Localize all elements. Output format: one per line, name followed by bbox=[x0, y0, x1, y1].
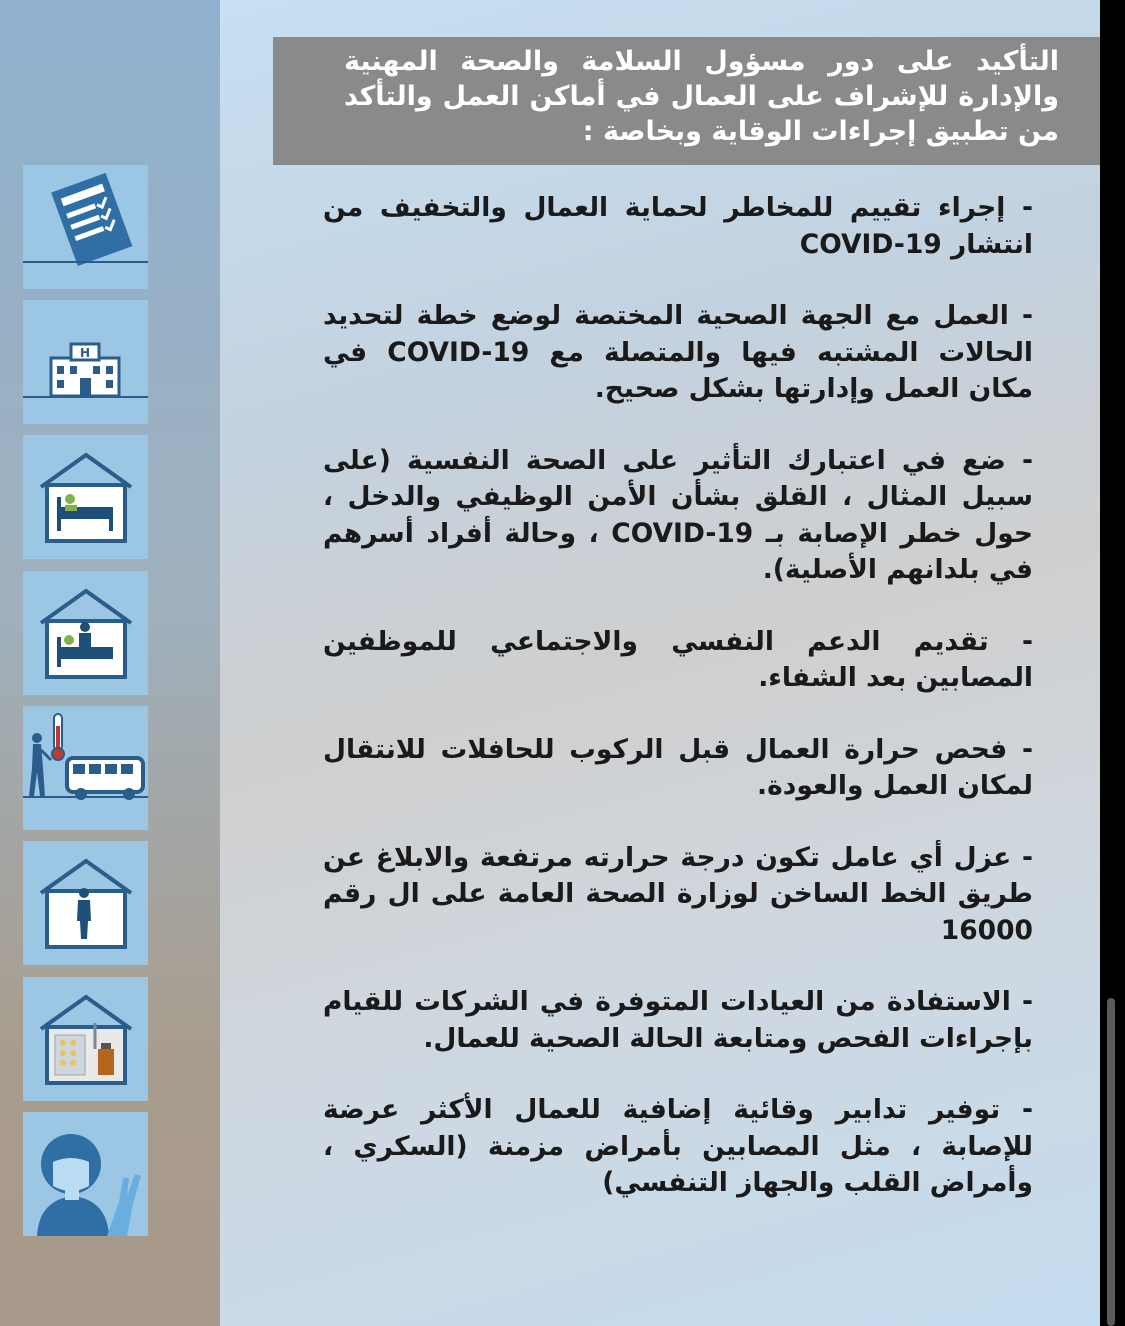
home-caregiver-icon bbox=[23, 571, 148, 695]
home-isolation-icon bbox=[23, 841, 148, 965]
list-item: - عزل أي عامل تكون درجة حرارته مرتفعة والابلاغ عن طريق الخط الساخن لوزارة الصحة العامة على ال رقم 16000 bbox=[323, 841, 1033, 946]
list-item: - الاستفادة من العيادات المتوفرة في الشركات للقيام بإجراءات الفحص ومتابعة الحالة الصحية للعمال. bbox=[323, 986, 1033, 1054]
list-item: - فحص حرارة العمال قبل الركوب للحافلات للانتقال لمكان العمل والعودة. bbox=[323, 733, 1033, 801]
thermometer-bus-icon bbox=[23, 706, 148, 830]
icon-sidebar bbox=[0, 0, 220, 1326]
checklist-icon bbox=[23, 165, 148, 289]
list-item: - تقديم الدعم النفسي والاجتماعي للموظفين المصابين بعد الشفاء. bbox=[323, 625, 1033, 693]
masked-worker-icon bbox=[23, 1112, 148, 1236]
list-item: - إجراء تقييم للمخاطر لحماية العمال والتخفيف من انتشار COVID-19 bbox=[323, 192, 1033, 260]
list-item: - العمل مع الجهة الصحية المختصة لوضع خطة لتحديد الحالات المشتبه فيها والمتصلة مع COVID-19 في مكان العمل وإدارتها بشكل صحيح. bbox=[323, 300, 1033, 404]
clinic-medicine-icon bbox=[23, 977, 148, 1101]
scrollbar-thumb[interactable] bbox=[1107, 998, 1115, 1326]
home-bed-icon bbox=[23, 435, 148, 559]
list-item: - توفير تدابير وقائية إضافية للعمال الأكثر عرضة للإصابة ، مثل المصابين بأمراض مزمنة (السكري ، وأمراض القلب والجهاز التنفسي) bbox=[323, 1094, 1033, 1198]
list-item: - ضع في اعتبارك التأثير على الصحة النفسية (على سبيل المثال ، القلق بشأن الأمن الوظيفي والدخل ، حول خطر الإصابة بـ COVID-19 ، وحالة أفراد أسرهم في بلدانهم الأصلية). bbox=[323, 444, 1033, 585]
measures-list bbox=[323, 190, 1033, 1237]
header-text: التأكيد على دور مسؤول السلامة والصحة المهنية والإدارة للإشراف على العمال في أماكن العمل والتأكد من تطبيق إجراءات الوقاية وبخاصة : bbox=[344, 46, 1059, 147]
hospital-icon bbox=[23, 300, 148, 424]
svg-text:H: H bbox=[79, 346, 91, 360]
